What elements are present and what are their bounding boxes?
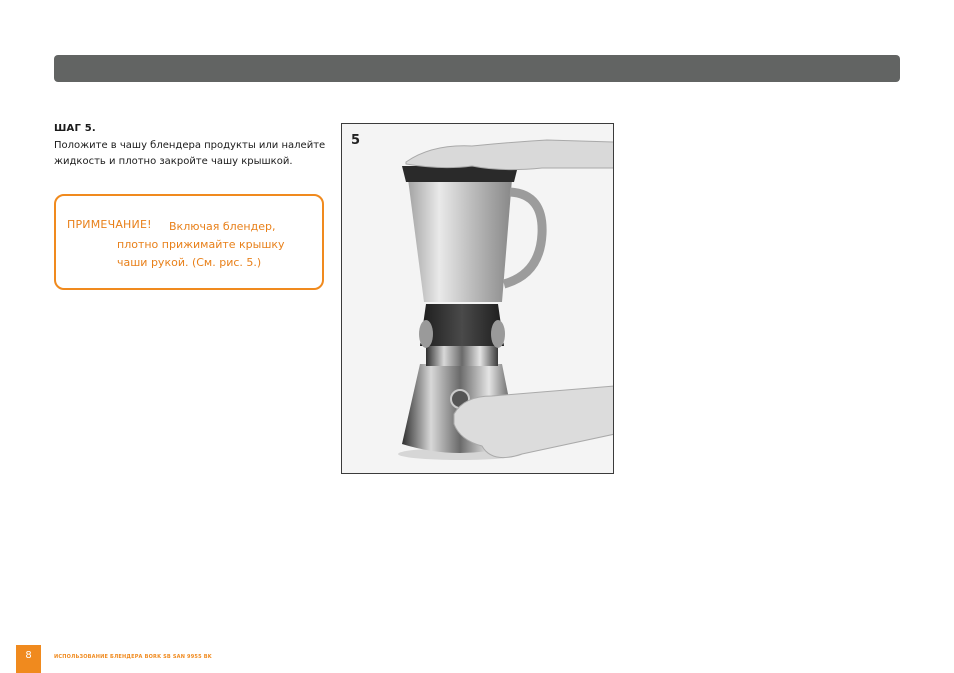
header-bar — [54, 55, 900, 82]
footer-running-title: ИСПОЛЬЗОВАНИЕ БЛЕНДЕРА BORK SB SAN 9955 BK — [54, 654, 212, 660]
blender-illustration — [342, 124, 614, 474]
note-line: плотно прижимайте крышку — [117, 238, 285, 251]
blender-side-button — [491, 320, 505, 348]
step-title: ШАГ 5. — [54, 123, 96, 134]
hand-on-lid — [406, 140, 614, 170]
step-text-line: Положите в чашу блендера продукты или налейте — [54, 140, 326, 151]
step-instructions — [54, 138, 334, 170]
step-text-line: жидкость и плотно закройте чашу крышкой. — [54, 156, 293, 167]
blender-ring — [426, 346, 498, 366]
note-line: Включая блендер, — [169, 220, 276, 233]
figure-number: 5 — [351, 133, 361, 148]
blender-motor-band — [420, 304, 504, 346]
note-text — [117, 218, 317, 272]
blender-jar — [408, 179, 512, 302]
figure-blender-illustration — [341, 123, 614, 474]
note-label: ПРИМЕЧАНИЕ! — [67, 218, 152, 231]
note-box — [54, 194, 324, 290]
blender-side-button — [419, 320, 433, 348]
page-number: 8 — [16, 645, 41, 673]
note-line: чаши рукой. (См. рис. 5.) — [117, 256, 262, 269]
